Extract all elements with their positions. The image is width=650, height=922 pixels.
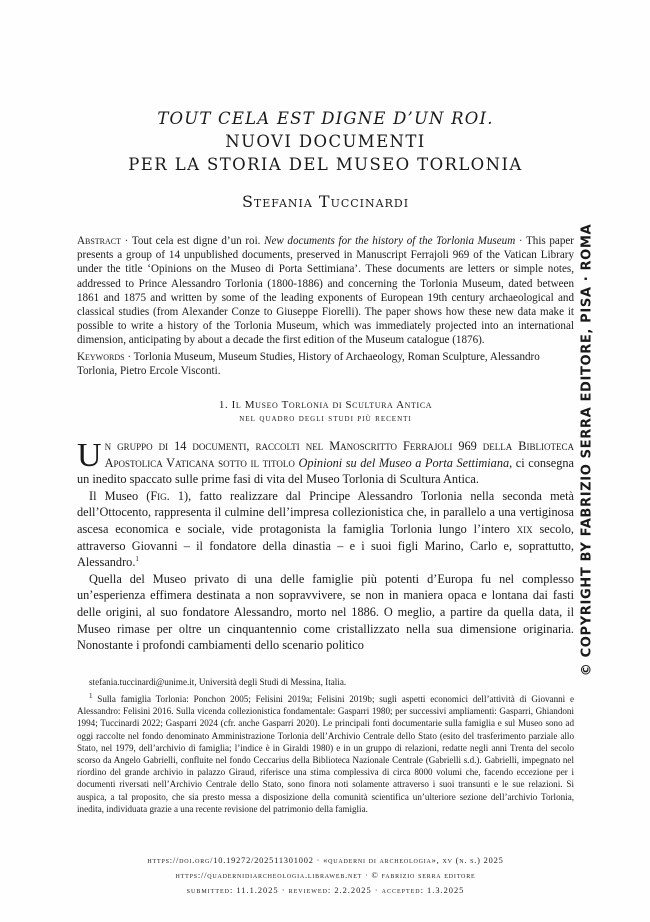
article-title-line-1: TOUT CELA EST DIGNE D’UN ROI. bbox=[157, 109, 494, 128]
paragraph-1 bbox=[77, 438, 574, 488]
footer-dates-line: submitted: 11.1.2025 · reviewed: 2.2.2025 · accepted: 1.3.2025 bbox=[186, 886, 465, 895]
paragraph-2-end: secolo, attraverso Giovanni – il fondatore della dinastia – e i suoi figli Marino, Carlo e, soprattutto, Alessandro. bbox=[77, 522, 574, 570]
figure-reference[interactable]: Fig. 1 bbox=[150, 488, 185, 503]
paragraph-2-start: Il Museo ( bbox=[89, 488, 151, 503]
paragraph-3: Quella del Museo privato di una delle famiglie più potenti d’Europa fu nel complesso un’esperienza effimera destinata a non sopravvivere, se non in maniera opaca e lontana dai fasti delle origini, al suo fondatore Alessandro, morto nel 1886. O meglio, a partire da quella data, il Museo rimase per oltre un cinquantennio come cristallizzato nella sua dimensione originaria. Nonostante i profondi cambiamenti dello scenario politico bbox=[77, 571, 574, 653]
keywords bbox=[77, 350, 574, 378]
paragraph-1-end: , ci consegna un inedito spaccato sulle prime fasi di vita del Museo Torlonia di Scultura Antica. bbox=[77, 455, 574, 487]
footnotes bbox=[77, 676, 574, 815]
article-title-line-2: NUOVI DOCUMENTI bbox=[225, 132, 426, 151]
footer-website-line[interactable]: https://quadernidiarcheologia.libraweb.net · © fabrizio serra editore bbox=[175, 871, 476, 880]
copyright-notice: © COPYRIGHT BY FABRIZIO SERRA EDITORE, PISA · ROMA bbox=[579, 223, 595, 676]
section-heading-line-2: nel quadro degli studi più recenti bbox=[239, 413, 412, 425]
drop-cap: U bbox=[77, 437, 102, 475]
article-title-line-3: PER LA STORIA DEL MUSEO TORLONIA bbox=[128, 155, 523, 174]
century-numeral: xix bbox=[516, 522, 533, 536]
abstract-text: · This paper presents a group of 14 unpublished documents, preserved in Manuscript Ferrajoli 969 of the Vatican Library under the title ‘Opinions on the Museo di Porta Settimiana’. These documents are letters or simple notes, addressed to Prince Alessandro Torlonia (1800-1886) and concerning the Torlonia Museum, dated between 1861 and 1875 and written by some of the leading exponents of European 19th century archaeological and classical studies (from Alexander Conze to Giuseppe Fiorelli). The paper shows how these new data make it possible to write a history of the Torlonia Museum, which was immediately projected into an international dimension, anticipating by about a decade the first edition of the Museum catalogue (1876). bbox=[77, 235, 574, 347]
author-name: Stefania Tuccinardi bbox=[241, 192, 410, 211]
footnote-1-text: Sulla famiglia Torlonia: Ponchon 2005; Felisini 2019a; Felisini 2019b; sugli aspetti economici dell’attività di Giovanni e Alessandro: Felisini 2016. Sulla vicenda collezionistica fondamentale: Gasparri 1980; per successivi ampliamenti: Gasparri, Ghiandoni 1994; Tuccinardi 2022; Gasparri 2024 (cfr. anche Gasparri 2020). Le principali fonti documentarie sulla famiglia e sul Museo sono ad oggi raccolte nel fondo denominato Amministrazione Torlonia dell’Archivio Centrale dello Stato (esito del trasferimento parziale allo Stato, nel 1979, dell’archivio di famiglia; l’indice è in Giraldi 1980) e in un gruppo di relazioni, redatte negli anni Trenta del secolo scorso da Angelo Gabrielli, confluite nel fondo Ceccarius della Biblioteca Nazionale Centrale (Gabrielli s.d.). Gabrielli, impegnato nel riordino del grande archivio in palazzo Giraud, riferisce una stima complessiva di circa 8000 volumi che, facendo eccezione per i documenti riversati nell’Archivio Centrale dello Stato, sono finora noti solamente attraverso i suoi transunti e le sue relazioni. Si auspica, a tal proposito, che sia presto messa a disposizione della comunità scientifica un’ulteriore sezione dell’archivio Torlonia, inedita, individuata grazie a una recente revisione del patrimonio della famiglia. bbox=[77, 693, 574, 814]
paragraph-1-italic: Opinioni su del Museo a Porta Settimiana bbox=[298, 455, 510, 470]
abstract bbox=[77, 234, 574, 348]
footnote-marker-1[interactable]: 1 bbox=[135, 555, 139, 564]
abstract-separator: · bbox=[121, 235, 132, 247]
body-text bbox=[77, 438, 574, 654]
keywords-label: Keywords bbox=[77, 350, 125, 363]
keywords-separator: · bbox=[124, 350, 134, 363]
section-heading bbox=[77, 398, 574, 426]
paragraph-2 bbox=[77, 488, 574, 571]
keywords-text: Torlonia Museum, Museum Studies, History of Archaeology, Roman Sculpture, Alessandro Torlonia, Pietro Ercole Visconti. bbox=[77, 350, 540, 377]
abstract-title-italic: New documents for the history of the Torlonia Museum bbox=[264, 235, 516, 247]
footnote-1-number: 1 bbox=[89, 691, 93, 700]
abstract-lead: Tout cela est digne d’un roi. bbox=[131, 235, 265, 247]
footer-doi-line[interactable]: https://doi.org/10.19272/202511301002 · «quaderni di archeologia», xv (n. s.) 2025 bbox=[147, 856, 504, 865]
title-block bbox=[77, 107, 574, 212]
author-email-line: stefania.tuccinardi@unime.it, Università degli Studi di Messina, Italia. bbox=[89, 676, 347, 687]
paragraph-1-start: n gruppo di 14 documenti, raccolti nel Manoscritto Ferrajoli 969 della Biblioteca Apostolica Vaticana sotto il titolo bbox=[104, 439, 574, 470]
section-heading-line-1: 1. Il Museo Torlonia di Scultura Antica bbox=[218, 399, 433, 412]
article-page bbox=[77, 0, 574, 815]
copyright-sidebar bbox=[578, 216, 596, 683]
paragraph-2-middle: ), fatto realizzare dal Principe Alessandro Torlonia nella seconda metà dell’Ottocento, rappresenta il culmine dell’impresa collezionistica che, in parallelo a una vertiginosa ascesa economica e sociale, vide protagonista la famiglia Torlonia lungo l’intero bbox=[77, 488, 575, 536]
footnote-1 bbox=[77, 693, 574, 815]
abstract-label: Abstract bbox=[77, 235, 122, 247]
